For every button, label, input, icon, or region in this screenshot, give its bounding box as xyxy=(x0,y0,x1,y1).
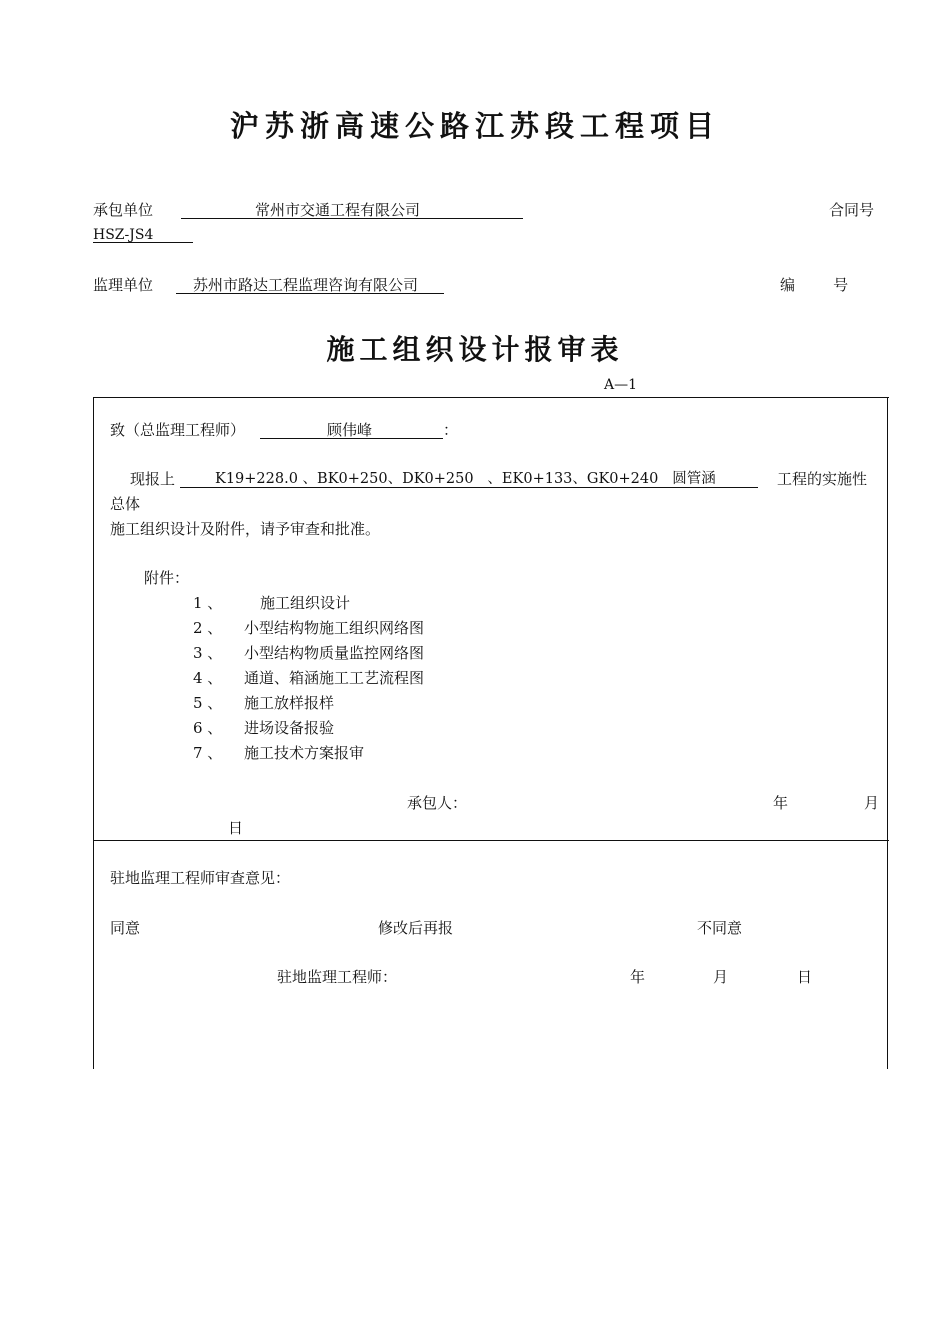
contract-no-underline xyxy=(93,242,193,243)
to-name: 顾伟峰 xyxy=(327,421,373,439)
attachment-text: 小型结构物施工组织网络图 xyxy=(244,619,425,637)
supervisor-value: 苏州市路达工程监理咨询有限公司 xyxy=(193,276,419,294)
section-divider xyxy=(93,840,889,841)
attachment-num: 3 、 xyxy=(193,644,223,662)
report-line3: 施工组织设计及附件，请予审查和批准。 xyxy=(110,520,381,538)
contractor-label: 承包单位 xyxy=(93,201,154,219)
report-line2: 总体 xyxy=(110,495,141,513)
engineer-sign-day: 日 xyxy=(797,968,813,986)
attachment-num: 6 、 xyxy=(193,719,223,737)
attachments-label: 附件： xyxy=(144,569,190,587)
attachment-text: 施工放样报样 xyxy=(244,694,335,712)
sign-year: 年 xyxy=(773,794,789,812)
attachment-text: 进场设备报验 xyxy=(244,719,335,737)
attachment-text: 通道、箱涵施工工艺流程图 xyxy=(244,669,425,687)
to-name-underline xyxy=(260,438,443,439)
option-disagree: 不同意 xyxy=(697,919,743,937)
form-right-border xyxy=(887,397,888,1069)
main-title: 沪苏浙高速公路江苏段工程项目 xyxy=(229,109,720,143)
form-title: 施工组织设计报审表 xyxy=(326,333,624,366)
number-label: 编 号 xyxy=(780,276,849,294)
to-prefix: 致（总监理工程师） xyxy=(110,421,246,439)
supervisor-underline xyxy=(176,293,444,294)
contract-no-label: 合同号 xyxy=(829,201,875,219)
attachment-num: 7 、 xyxy=(193,744,223,762)
sign-day: 日 xyxy=(228,819,244,837)
opinion-label: 驻地监理工程师审查意见： xyxy=(110,869,291,887)
attachment-num: 2 、 xyxy=(193,619,223,637)
attachment-text: 小型结构物质量监控网络图 xyxy=(244,644,425,662)
sign-month: 月 xyxy=(864,794,880,812)
form-left-border xyxy=(93,397,94,1069)
supervisor-label: 监理单位 xyxy=(93,276,154,294)
report-items-underline xyxy=(180,487,758,488)
contractor-underline xyxy=(181,218,523,219)
report-items: K19+228.0 、BK0+250、DK0+250 、EK0+133、GK0+240 圆管涵 xyxy=(215,471,716,487)
option-agree: 同意 xyxy=(110,919,141,937)
report-prefix: 现报上 xyxy=(130,470,176,488)
form-top-border xyxy=(93,397,889,398)
attachment-text: 施工技术方案报审 xyxy=(244,744,365,762)
engineer-sign-label: 驻地监理工程师： xyxy=(277,968,398,986)
contract-no-value: HSZ-JS4 xyxy=(93,227,154,243)
form-code: A—1 xyxy=(604,377,638,393)
contractor-value: 常州市交通工程有限公司 xyxy=(255,201,421,219)
attachment-text: 施工组织设计 xyxy=(260,594,351,612)
to-suffix: ： xyxy=(443,421,459,439)
attachment-num: 4 、 xyxy=(193,669,223,687)
engineer-sign-month: 月 xyxy=(713,968,729,986)
attachment-num: 5 、 xyxy=(193,694,223,712)
option-revise: 修改后再报 xyxy=(378,919,454,937)
engineer-sign-year: 年 xyxy=(630,968,646,986)
contractor-sign-label: 承包人： xyxy=(407,794,468,812)
attachment-num: 1 、 xyxy=(193,594,223,612)
report-suffix: 工程的实施性 xyxy=(777,470,868,488)
